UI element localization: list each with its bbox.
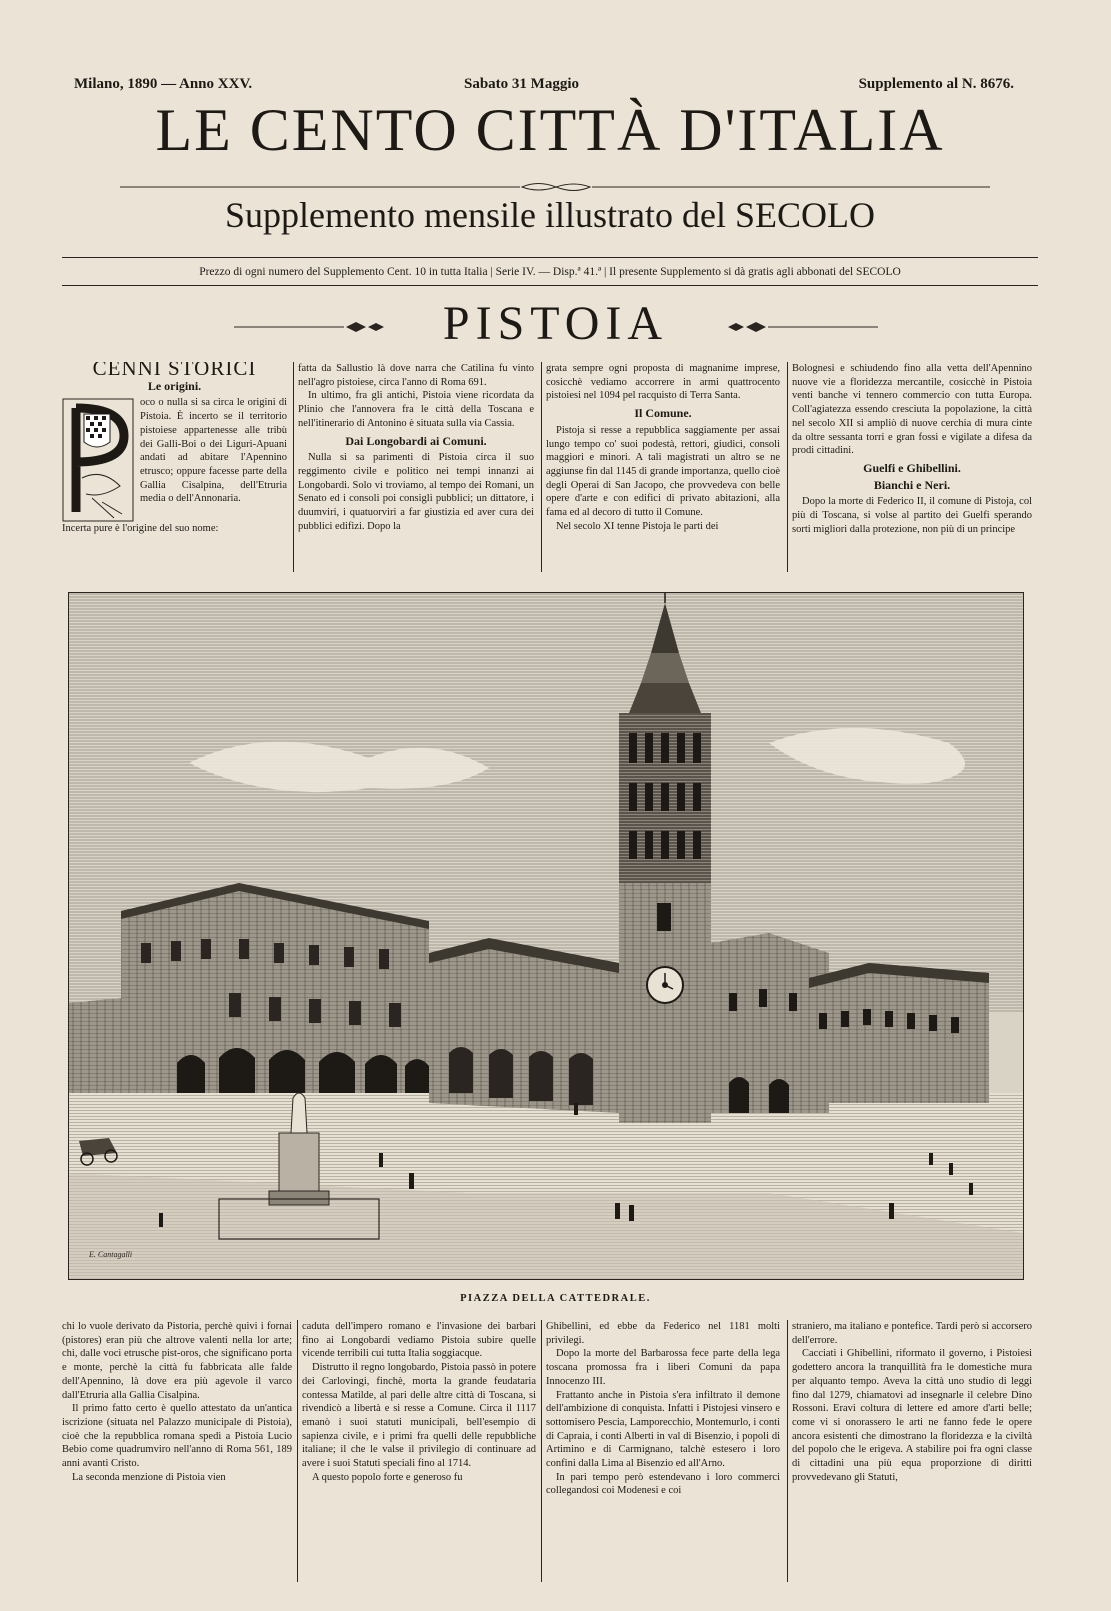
- column-divider: [297, 1320, 298, 1582]
- upper-column-4: [792, 362, 1032, 572]
- column-divider: [293, 362, 294, 572]
- decorated-initial-p-with-crest-icon: [62, 398, 134, 522]
- engraver-signature: E. Cantagalli: [89, 1250, 133, 1259]
- subheading-origins: Le origini.: [147, 378, 202, 393]
- lower-column-3: [546, 1320, 780, 1582]
- lower-column-1: [62, 1320, 292, 1582]
- lower-col3-p4: In pari tempo però estendevano i loro commerci collegandosi coi Modenesi e coi: [546, 1471, 780, 1497]
- col2-text-3: Nulla si sa parimenti di Pistoia circa il suo reggimento civile e politico nei tempi innanzi ai Longobardi. Solo vi troviamo, al tempo dei Romani, un Senato ed i consoli poi consigli pubblici; un dittatore, i duumviri, i quatuorviri a far giustizia ed aver cura dei pubblici edifizi. Dopo la: [298, 452, 534, 532]
- illustration-caption: PIAZZA DELLA CATTEDRALE.: [460, 1293, 651, 1304]
- masthead-title: LE CENTO CITTÀ D'ITALIA: [155, 97, 945, 163]
- city-title: PISTOIA: [442, 297, 669, 350]
- lower-col2-p3: A questo popolo forte e generoso fu: [312, 1471, 463, 1483]
- lower-col3-p2: Dopo la morte del Barbarossa fece parte della lega toscana promossa fra i liberi Comuni da papa Innocenzo III.: [546, 1348, 780, 1387]
- column-divider: [541, 362, 542, 572]
- heading-bianchi: Bianchi e Neri.: [873, 477, 951, 492]
- heading-longobardi: Dai Longobardi ai Comuni.: [345, 433, 487, 448]
- dateline-date: Sabato 31 Maggio: [464, 76, 580, 92]
- col1-tail: Incerta pure è l'origine del suo nome:: [62, 523, 219, 535]
- lower-col3-p1: Ghibellini, ed ebbe da Federico nel 1181 molti privilegi.: [546, 1321, 780, 1346]
- heading-comune: Il Comune.: [634, 406, 692, 421]
- col2-text-2: In ultimo, fra gli antichi, Pistoia viene ricordata da Plinio che l'annovera fra le città della Toscana e nell'itinerario di Antonino è situata sulla via Cassia.: [298, 390, 534, 429]
- dateline: [74, 76, 1014, 98]
- section-title: CENNI STORICI: [92, 362, 257, 380]
- rule-top: [62, 257, 1038, 258]
- lower-col4-p2: Cacciati i Ghibellini, riformato il governo, i Pistoiesi godettero ancora la tranquillità fra le domestiche mura per alquanto tempo. Aveva la città uno studio di leggi fino dal 1279, chiamatovi ad insegnarle il celebre Dino Rossoni. Eravi coltura di lettere ed amore d'arti belle; come vi si onorassero le arti ne fanno fede le opere ancora esistenti che dimostrano la floridezza e la civiltà del popolo che le erigeva. A stabilire poi fra ogni classe di cittadini una più equa proporzione di diritti provvedevano gli Statuti,: [792, 1348, 1032, 1483]
- lower-col1-p3: La seconda menzione di Pistoia vien: [72, 1471, 226, 1483]
- rule-bottom: [62, 285, 1038, 286]
- lower-column-2: [302, 1320, 536, 1582]
- col3-text-2: Pistoja si resse a repubblica saggiamente per assai lungo tempo co' suoi podestà, rettori, giudici, consoli maggiori e minori. A tali magistrati un altro se ne aggiunse fin dal 1145 di grande importanza, quello cioè degli Operai di San Jacopo, che provvedeva con belle opere d'arte e con edifici di privato abitazioni, alla fama ed al decoro di tutto il Comune.: [546, 424, 780, 519]
- col3-text-1: grata sempre ogni proposta di magnanime imprese, cosicchè vediamo accorrere in armi quattrocento pistoiesi nel 1094 pel racquisto di Terra Santa.: [546, 363, 780, 402]
- lower-col2-p2: Distrutto il regno longobardo, Pistoia passò in potere dei Carlovingi, finchè, morta la grande feudataria contessa Matilde, al pari delle altre città di Toscana, si rivendicò a libertà e si resse a Comune. Circa il 1117 emanò i suoi statuti municipali, bell'esempio di sapienza civile, e i primi fra quelli delle repubbliche italiane; il che le valse il privilegio di continuare ad avere i suoi Statuti speciali fino al 1714.: [302, 1362, 536, 1470]
- masthead-subtitle: Supplemento mensile illustrato del SECOLO: [225, 195, 875, 235]
- dateline-issue: Supplemento al N. 8676.: [858, 76, 1014, 92]
- col2-text-1: fatta da Sallustio là dove narra che Catilina fu vinto nell'agro pistoiese, circa l'anno di Roma 691.: [298, 363, 534, 388]
- col1-text: oco o nulla si sa circa le origini di Pistoia. È incerto se il territorio pistoiese appartenesse alle tribù dei Galli-Boi o dei Liguri-Apuani andati ad abitare l'Apennino etrusco; oppure facesse parte della Gallia Cisalpina, dell'Etruria media o dell'Annonaria.: [140, 397, 287, 505]
- title-ornament-right: [728, 322, 878, 332]
- column-divider: [787, 362, 788, 572]
- masthead-ornament: [0, 181, 1111, 193]
- column-divider: [541, 1320, 542, 1582]
- heading-guelfi: Guelfi e Ghibellini.: [863, 460, 961, 475]
- col4-text-1: Bolognesi e schiudendo fino alla vetta dell'Apennino nuove vie a floridezza mercantile, cosicchè in Pistoia venti banche vi tennero commercio con tutta Europa. Coll'agiatezza essendo cresciuta la popolazione, la città nel secolo XII si ampliò di nuove cerchia di mura cinte da oltre sessanta torri e gran fossi e vigilate a difesa da prodi cittadini.: [792, 363, 1032, 457]
- col3-text-3: Nel secolo XI tenne Pistoja le parti dei: [556, 520, 719, 532]
- lower-col1-p1: chi lo vuole derivato da Pistoria, perchè quivi i fornai (pistores) eran più che altrove valenti nella lor arte; chi, dalle voci etrusche pist-oros, che significano porta e monte, perchè la città fu fabbricata alle falde dell'Apennino, là dove era più agevole il varco dall'Etruria alla Gallia Cisalpina.: [62, 1321, 292, 1401]
- upper-column-3: [546, 362, 780, 572]
- lower-col1-p2: Il primo fatto certo è quello attestato da un'antica iscrizione (situata nel Palazzo municipale di Pistoia), cioè che la repubblica romana spedì a Pistoia Lucio Bebio come quadrumviro nell'anno di Roma 561, 189 anni avanti Cristo.: [62, 1403, 292, 1470]
- upper-column-2: [298, 362, 534, 572]
- col4-text-2: Dopo la morte di Federico II, il comune di Pistoja, col più di Toscana, si volse al partito dei Guelfi sperando sorti migliori dalla protezione, non più di un principe: [792, 496, 1032, 535]
- dateline-place-year: Milano, 1890 — Anno XXV.: [74, 76, 253, 92]
- cathedral-square-engraving: [68, 592, 1024, 1280]
- lower-col4-p1: straniero, ma italiano e pontefice. Tardi però si accorsero dell'errore.: [792, 1321, 1032, 1346]
- column-divider: [787, 1320, 788, 1582]
- lower-column-4: [792, 1320, 1032, 1582]
- price-line: Prezzo di ogni numero del Supplemento Cent. 10 in tutta Italia | Serie IV. — Disp.ª 41.ª | Il presente Supplemento si dà gratis agli abbonati del SECOLO: [199, 266, 901, 278]
- lower-col2-p1: caduta dell'impero romano e l'invasione dei barbari fino ai Longobardi vediamo Pistoia subire quelle vicende terribili cui tutta Italia soggiacque.: [302, 1321, 536, 1360]
- lower-col3-p3: Frattanto anche in Pistoia s'era infiltrato il demone dell'ambizione di conquista. Infatti i Pistojesi vinsero e sottomisero Pescia, Lamporecchio, Montemurlo, i conti di Capraia, i conti Alberti in val di Bisenzio, i popoli di Artimino e di Carmignano, talchè estesero i loro confini dalla Lima al Bisenzio ed all'Arno.: [546, 1389, 780, 1470]
- upper-column-1: [62, 362, 287, 572]
